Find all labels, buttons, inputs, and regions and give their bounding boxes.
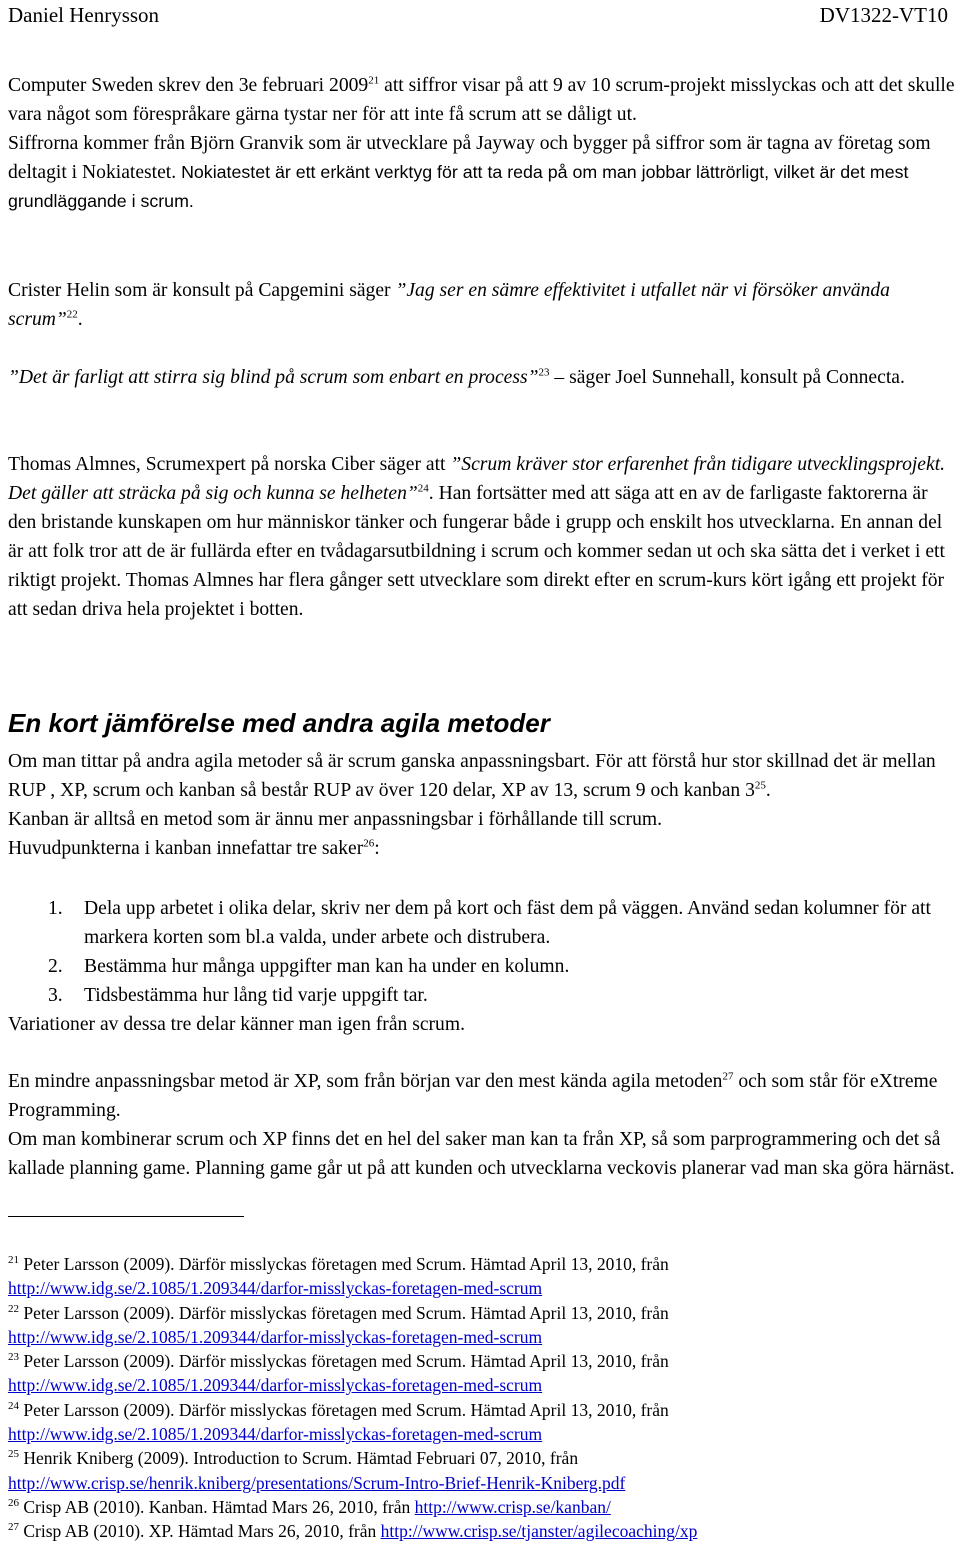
- footnote-link[interactable]: http://www.idg.se/2.1085/1.209344/darfor-misslyckas-foretagen-med-scrum: [8, 1326, 543, 1347]
- footnote-link[interactable]: http://www.crisp.se/tjanster/agilecoaching/xp: [380, 1521, 698, 1542]
- footnote-link[interactable]: http://www.crisp.se/henrik.kniberg/presentations/Scrum-Intro-Brief-Henrik-Kniberg.pdf: [8, 1472, 626, 1493]
- footnote-27: $^{27}$ Crisp AB (2010). XP. Hämtad Mars 26, 2010, från http://www.crisp.se/tjanster/agilecoaching/xp: [8, 1521, 698, 1542]
- paragraph-crister-helin: Crister Helin som är konsult på Capgemini säger ”Jag ser en sämre effektivitet i utfallet när vi försöker använda scrum”$^{22}$.: [8, 280, 890, 330]
- footnote-ref-24[interactable]: 24: [417, 482, 429, 495]
- paragraph-computer-sweden: Computer Sweden skrev den 3e februari 2009$^{21}$ att siffror visar på att 9 av 10 scrum-projekt misslyckas och att det skulle vara något som förespråkare gärna tystar ner för att inte få scrum att se dåligt ut. Siffrorna kommer från Björn Granvik som är utvecklare på Jayway och bygger på siffror som är tagna av företag som deltagit i Nokiatestet. Nokiatestet är ett erkänt verktyg för att ta reda på om man jobbar lättrörligt, vilket är det mest grundläggande i scrum.: [8, 74, 955, 211]
- quote-sunnehall: ”Det är farligt att stirra sig blind på scrum som enbart en process”: [8, 367, 539, 388]
- footnote-ref-21[interactable]: 21: [368, 74, 380, 87]
- footnote-ref-27[interactable]: 27: [722, 1070, 734, 1083]
- list-item: 3. Tidsbestämma hur lång tid varje uppgift tar.: [48, 985, 428, 1006]
- footnote-link[interactable]: http://www.crisp.se/kanban/: [414, 1496, 611, 1517]
- footnote-ref-22[interactable]: 22: [66, 308, 78, 321]
- footnote-ref-26[interactable]: 26: [363, 837, 375, 850]
- footnote-separator: [8, 1216, 244, 1217]
- header-course-code: DV1322-VT10: [819, 3, 948, 27]
- footnote-22: $^{22}$ Peter Larsson (2009). Därför misslyckas företagen med Scrum. Hämtad April 13, 2010, från http://www.idg.se/2.1085/1.209344/darfor-misslyckas-foretagen-med-scrum: [8, 1302, 669, 1347]
- list-item: 1. Dela upp arbetet i olika delar, skriv ner dem på kort och fäst dem på väggen. Använd sedan kolumner för att markera korten som bl.a valda, under arbete och distrubera.: [48, 898, 931, 948]
- quote-almnes: ”Scrum kräver stor erfarenhet från tidigare utvecklingsprojekt. Det gäller att sträcka på sig och kunna se helheten”: [8, 454, 946, 504]
- paragraph-thomas-almnes: Thomas Almnes, Scrumexpert på norska Ciber säger att ”Scrum kräver stor erfarenhet från tidigare utvecklingsprojekt. Det gäller att sträcka på sig och kunna se helheten”$^{24}$. Han fortsätter med att säga att en av de farligaste faktorerna är den bristande kunskapen om hur människor tänker och fungerar både i grupp och enskilt hos utvecklarna. En annan del är att folk tror att de är fullärda efter en tvådagarsutbildning i scrum och kommer sedan ut och ska sätta det i verket i ett riktigt projekt. Thomas Almnes har flera gånger sett utvecklare som direkt efter en scrum-kurs kört igång ett projekt för att sedan driva hela projektet i botten.: [8, 454, 946, 620]
- paragraph-variations: Variationer av dessa tre delar känner man igen från scrum.: [8, 1014, 465, 1035]
- footnote-link[interactable]: http://www.idg.se/2.1085/1.209344/darfor-misslyckas-foretagen-med-scrum: [8, 1278, 543, 1299]
- footnote-26: $^{26}$ Crisp AB (2010). Kanban. Hämtad Mars 26, 2010, från http://www.crisp.se/kanban/: [8, 1496, 611, 1517]
- footnote-23: $^{23}$ Peter Larsson (2009). Därför misslyckas företagen med Scrum. Hämtad April 13, 2010, från http://www.idg.se/2.1085/1.209344/darfor-misslyckas-foretagen-med-scrum: [8, 1351, 669, 1396]
- paragraph-agile-comparison: Om man tittar på andra agila metoder så är scrum ganska anpassningsbart. För att förstå hur stor skillnad det är mellan RUP , XP, scrum och kanban så består RUP av över 120 delar, XP av 13, scrum 9 och kanban $3^{25}$. Kanban är alltså en metod som är ännu mer anpassningsbar i förhållande till scrum. Huvudpunkterna i kanban innefattar tre saker$^{26}$:: [8, 751, 936, 859]
- page-header: [0, 0, 960, 30]
- footnote-link[interactable]: http://www.idg.se/2.1085/1.209344/darfor-misslyckas-foretagen-med-scrum: [8, 1424, 543, 1445]
- paragraph-xp: En mindre anpassningsbar metod är XP, som från början var den mest kända agila metoden$^{27}$ och som står för eXtreme Programming. Om man kombinerar scrum och XP finns det en hel del saker man kan ta från XP, så som parprogrammering och det så kallade planning game. Planning game går ut på att kunden och utvecklarna veckovis planerar vad man ska göra härnäst.: [8, 1070, 955, 1179]
- nokiatestet-sentence: Nokiatestet är ett erkänt verktyg för att ta reda på om man jobbar lättrörligt, vilket är det mest grundläggande i scrum.: [8, 162, 909, 211]
- paragraph-joel-sunnehall: ”Det är farligt att stirra sig blind på scrum som enbart en process”$^{23}$ – säger Joel Sunnehall, konsult på Connecta.: [8, 366, 905, 388]
- list-item: 2. Bestämma hur många uppgifter man kan ha under en kolumn.: [48, 956, 570, 977]
- footnote-21: $^{21}$ Peter Larsson (2009). Därför misslyckas företagen med Scrum. Hämtad April 13, 2010, från http://www.idg.se/2.1085/1.209344/darfor-misslyckas-foretagen-med-scrum: [8, 1254, 669, 1299]
- quote-helin: ”Jag ser en sämre effektivitet i utfallet när vi försöker använda scrum”: [8, 280, 890, 330]
- footnote-25: $^{25}$ Henrik Kniberg (2009). Introduction to Scrum. Hämtad Februari 07, 2010, från http://www.crisp.se/henrik.kniberg/presentations/Scrum-Intro-Brief-Henrik-Kniberg.pdf: [8, 1448, 626, 1493]
- kanban-steps-list: [36, 894, 946, 1010]
- footnote-24: $^{24}$ Peter Larsson (2009). Därför misslyckas företagen med Scrum. Hämtad April 13, 2010, från http://www.idg.se/2.1085/1.209344/darfor-misslyckas-foretagen-med-scrum: [8, 1399, 669, 1445]
- header-author: Daniel Henrysson: [8, 3, 160, 27]
- section-heading: En kort jämförelse med andra agila metoder: [8, 708, 550, 738]
- footnotes: [8, 1252, 948, 1544]
- footnote-link[interactable]: http://www.idg.se/2.1085/1.209344/darfor-misslyckas-foretagen-med-scrum: [8, 1375, 543, 1396]
- footnote-ref-23[interactable]: 23: [538, 366, 550, 379]
- footnote-ref-25[interactable]: 25: [754, 779, 766, 792]
